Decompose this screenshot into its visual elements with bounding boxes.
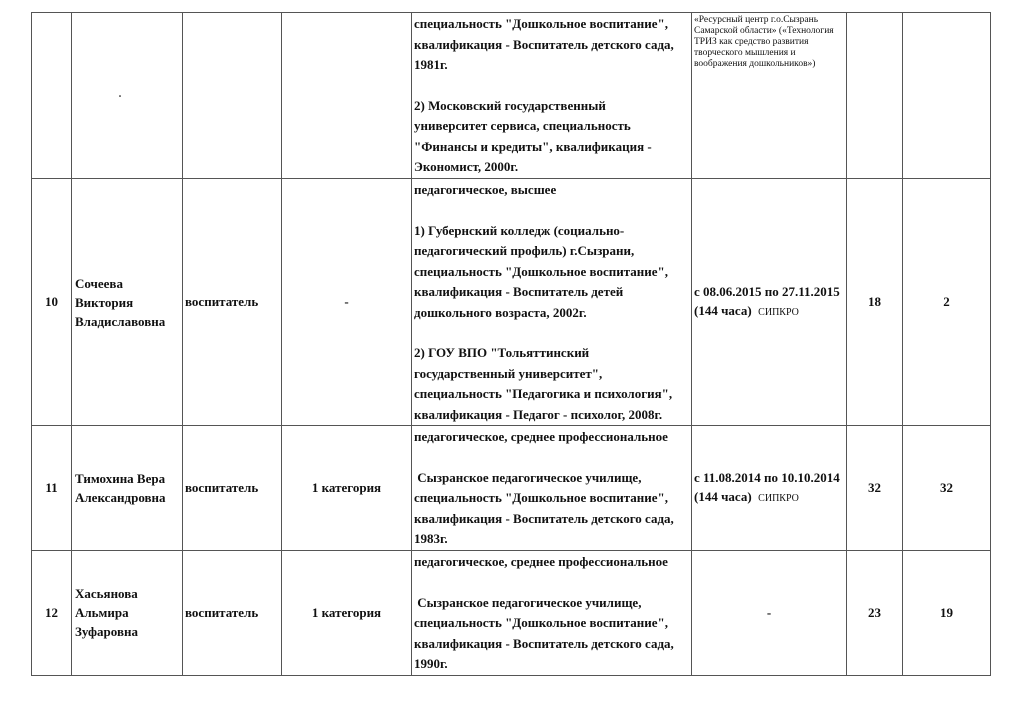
name-line: Хасьянова <box>75 586 138 602</box>
row-number: 10 <box>32 179 72 426</box>
education-line: 1981г. <box>414 57 448 72</box>
marker-dot: · <box>118 88 123 103</box>
course-line: ТРИЗ как средство развития <box>694 37 809 47</box>
education-line: Сызранское педагогическое училище, <box>414 469 642 485</box>
total-experience: 32 <box>847 426 903 551</box>
category-cell: - <box>282 179 412 426</box>
education-line: педагогический профиль) г.Сызрани, <box>414 243 635 258</box>
course-line: Самарской области» («Технология <box>694 26 834 36</box>
staff-table <box>31 12 991 676</box>
employee-name <box>72 551 183 676</box>
education-line: квалификация - Воспитатель детского сада, <box>414 510 674 526</box>
table-row <box>32 551 991 676</box>
name-line: Виктория <box>75 294 134 310</box>
education-cell <box>412 13 692 179</box>
course-hours: (144 часа) <box>694 489 752 504</box>
education-line: 1) Губернский колледж (социально- <box>414 222 625 238</box>
name-line: Альмира <box>75 605 129 621</box>
pedagogical-experience <box>903 13 991 179</box>
table-row <box>32 13 991 179</box>
pedagogical-experience: 19 <box>903 551 991 676</box>
pedagogical-experience: 2 <box>903 179 991 426</box>
position-cell: воспитатель <box>183 426 282 551</box>
education-cell <box>412 426 692 551</box>
course-cell <box>692 179 847 426</box>
education-line: университет сервиса, специальность <box>414 118 631 133</box>
pedagogical-experience: 32 <box>903 426 991 551</box>
education-type: педагогическое, среднее профессиональное <box>414 554 668 569</box>
education-cell <box>412 551 692 676</box>
course-org: СИПКРО <box>758 493 799 504</box>
table-row <box>32 426 991 551</box>
employee-name <box>72 426 183 551</box>
employee-name <box>72 13 183 179</box>
education-line: специальность "Педагогика и психология", <box>414 386 673 401</box>
education-line: квалификация - Педагог - психолог, 2008г. <box>414 406 663 422</box>
course-line: воображения дошкольников») <box>694 59 816 69</box>
education-cell <box>412 179 692 426</box>
name-line: Зуфаровна <box>75 624 138 640</box>
education-line: специальность "Дошкольное воспитание", <box>414 263 668 279</box>
education-line: 1990г. <box>414 656 448 671</box>
course-line: «Ресурсный центр г.о.Сызрань <box>694 15 819 25</box>
education-line: государственный университет", <box>414 365 603 381</box>
category-cell: 1 категория <box>282 551 412 676</box>
category-cell: 1 категория <box>282 426 412 551</box>
course-cell: - <box>692 551 847 676</box>
education-line: квалификация - Воспитатель детей <box>414 284 624 299</box>
course-hours: (144 часа) <box>694 303 752 318</box>
education-line: квалификация - Воспитатель детского сада, <box>414 36 674 52</box>
row-number <box>32 13 72 179</box>
education-line: "Финансы и кредиты", квалификация - <box>414 138 652 154</box>
total-experience: 18 <box>847 179 903 426</box>
category-cell <box>282 13 412 179</box>
total-experience <box>847 13 903 179</box>
course-line: творческого мышления и <box>694 48 796 58</box>
name-line: Тимохина Вера <box>75 471 166 486</box>
row-number: 12 <box>32 551 72 676</box>
name-line: Владиславовна <box>75 313 166 329</box>
education-line: 2) ГОУ ВПО "Тольяттинский <box>414 345 590 360</box>
position-cell <box>183 13 282 179</box>
education-line: Экономист, 2000г. <box>414 159 519 174</box>
name-line: Сочеева <box>75 275 123 291</box>
row-number: 11 <box>32 426 72 551</box>
position-cell: воспитатель <box>183 179 282 426</box>
course-period: с 11.08.2014 по 10.10.2014 <box>694 470 840 485</box>
education-line: квалификация - Воспитатель детского сада, <box>414 635 674 651</box>
education-line: специальность "Дошкольное воспитание", <box>414 490 668 505</box>
education-line: 2) Московский государственный <box>414 97 606 113</box>
total-experience: 23 <box>847 551 903 676</box>
education-line: специальность "Дошкольное воспитание", <box>414 16 668 31</box>
education-type: педагогическое, высшее <box>414 182 557 197</box>
course-period: с 08.06.2015 по 27.11.2015 <box>694 284 840 299</box>
education-line: специальность "Дошкольное воспитание", <box>414 615 668 630</box>
name-line: Александровна <box>75 490 166 505</box>
position-cell: воспитатель <box>183 551 282 676</box>
course-org: СИПКРО <box>758 307 799 318</box>
education-line: дошкольного возраста, 2002г. <box>414 304 587 320</box>
education-type: педагогическое, среднее профессиональное <box>414 429 668 444</box>
education-line: 1983г. <box>414 531 448 546</box>
education-line: Сызранское педагогическое училище, <box>414 594 642 610</box>
table-row <box>32 179 991 426</box>
course-cell <box>692 426 847 551</box>
course-cell <box>692 13 847 179</box>
employee-name <box>72 179 183 426</box>
